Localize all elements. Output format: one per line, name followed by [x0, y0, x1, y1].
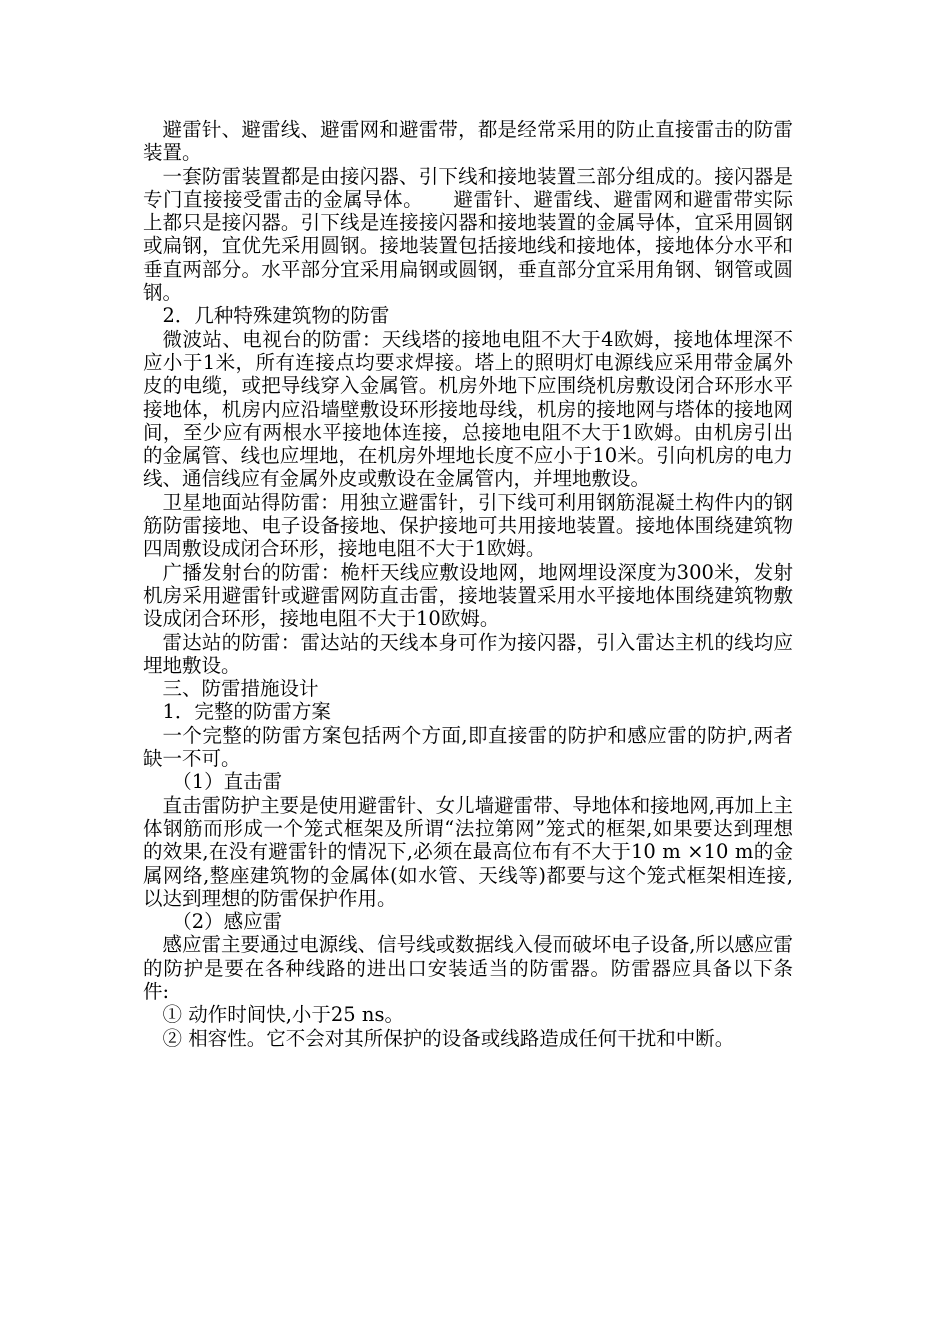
paragraph-complete-plan: 一个完整的防雷方案包括两个方面,即直接雷的防护和感应雷的防护,两者缺一不可。 [143, 723, 793, 771]
heading-protection-design: 三、防雷措施设计 [162, 677, 319, 701]
paragraph-lightning-devices: 避雷针、避雷线、避雷网和避雷带，都是经常采用的防止直接雷击的防雷装置。 [143, 118, 793, 165]
paragraph-broadcast-station: 广播发射台的防雷：桅杆天线应敷设地网，地网埋设深度为300米，发射机房采用避雷针或避雷网防直击雷，接地装置采用水平接地体围绕建筑物敷设成闭合环形，接地电阻不大于10欧姆。 [143, 560, 793, 631]
paragraph-radar-station: 雷达站的防雷：雷达站的天线本身可作为接闪器，引入雷达主机的线均应埋地敷设。 [143, 630, 793, 677]
paragraph-direct-lightning: 直击雷防护主要是使用避雷针、女儿墙避雷带、导地体和接地网,再加上主体钢筋而形成一个笼式框架及所谓“法拉第网”笼式的框架,如果要达到理想的效果,在没有避雷针的情况下,必须在最高位布有不大于10 m ×10 m的金属网络,整座建筑物的金属体(如水管、天线等)都要与这个笼式框架相连接,以达到理想的防雷保护作用。 [143, 793, 793, 910]
heading-induced-lightning: （2）感应雷 [172, 910, 283, 934]
paragraph-satellite-station: 卫星地面站得防雷：用独立避雷针，引下线可利用钢筋混凝土构件内的钢筋防雷接地、电子设备接地、保护接地可共用接地装置。接地体围绕建筑物四周敷设成闭合环形，接地电阻不大于1欧姆。 [143, 490, 793, 561]
heading-complete-plan: 1．完整的防雷方案 [162, 700, 331, 724]
heading-special-buildings: 2．几种特殊建筑物的防雷 [162, 304, 390, 328]
paragraph-microwave-tv-station: 微波站、电视台的防雷：天线塔的接地电阻不大于4欧姆，接地体埋深不应小于1米，所有连接点均要求焊接。塔上的照明灯电源线应采用带金属外皮的电缆，或把导线穿入金属管。机房外地下应围绕机房敷设闭合环形水平接地体，机房内应沿墙壁敷设环形接地母线，机房的接地网与塔体的接地网间，至少应有两根水平接地体连接，总接地电阻不大于1欧姆。由机房引出的金属管、线也应埋地，在机房外埋地长度不应小于10米。引向机房的电力线、通信线应有金属外皮或敷设在金属管内，并埋地敷设。 [143, 327, 793, 491]
paragraph-protection-components: 一套防雷装置都是由接闪器、引下线和接地装置三部分组成的。接闪器是专门直接接受雷击的金属导体。 避雷针、避雷线、避雷网和避雷带实际上都只是接闪器。引下线是连接接闪器和接地装置的金属导体，宜采用圆钢或扁钢，宜优先采用圆钢。接地装置包括接地线和接地体，接地体分水平和垂直两部分。水平部分宜采用扁钢或圆钢，垂直部分宜采用角钢、钢管或圆钢。 [143, 164, 793, 305]
paragraph-induced-lightning: 感应雷主要通过电源线、信号线或数据线入侵而破坏电子设备,所以感应雷的防护是要在各种线路的进出口安装适当的防雷器。防雷器应具备以下条件: [143, 933, 793, 1003]
document-page [143, 118, 793, 1050]
list-item-compatibility: ② 相容性。它不会对其所保护的设备或线路造成任何干扰和中断。 [162, 1026, 735, 1050]
list-item-fast-response: ① 动作时间快,小于25 ns。 [162, 1003, 404, 1027]
heading-direct-lightning: （1）直击雷 [172, 770, 283, 794]
